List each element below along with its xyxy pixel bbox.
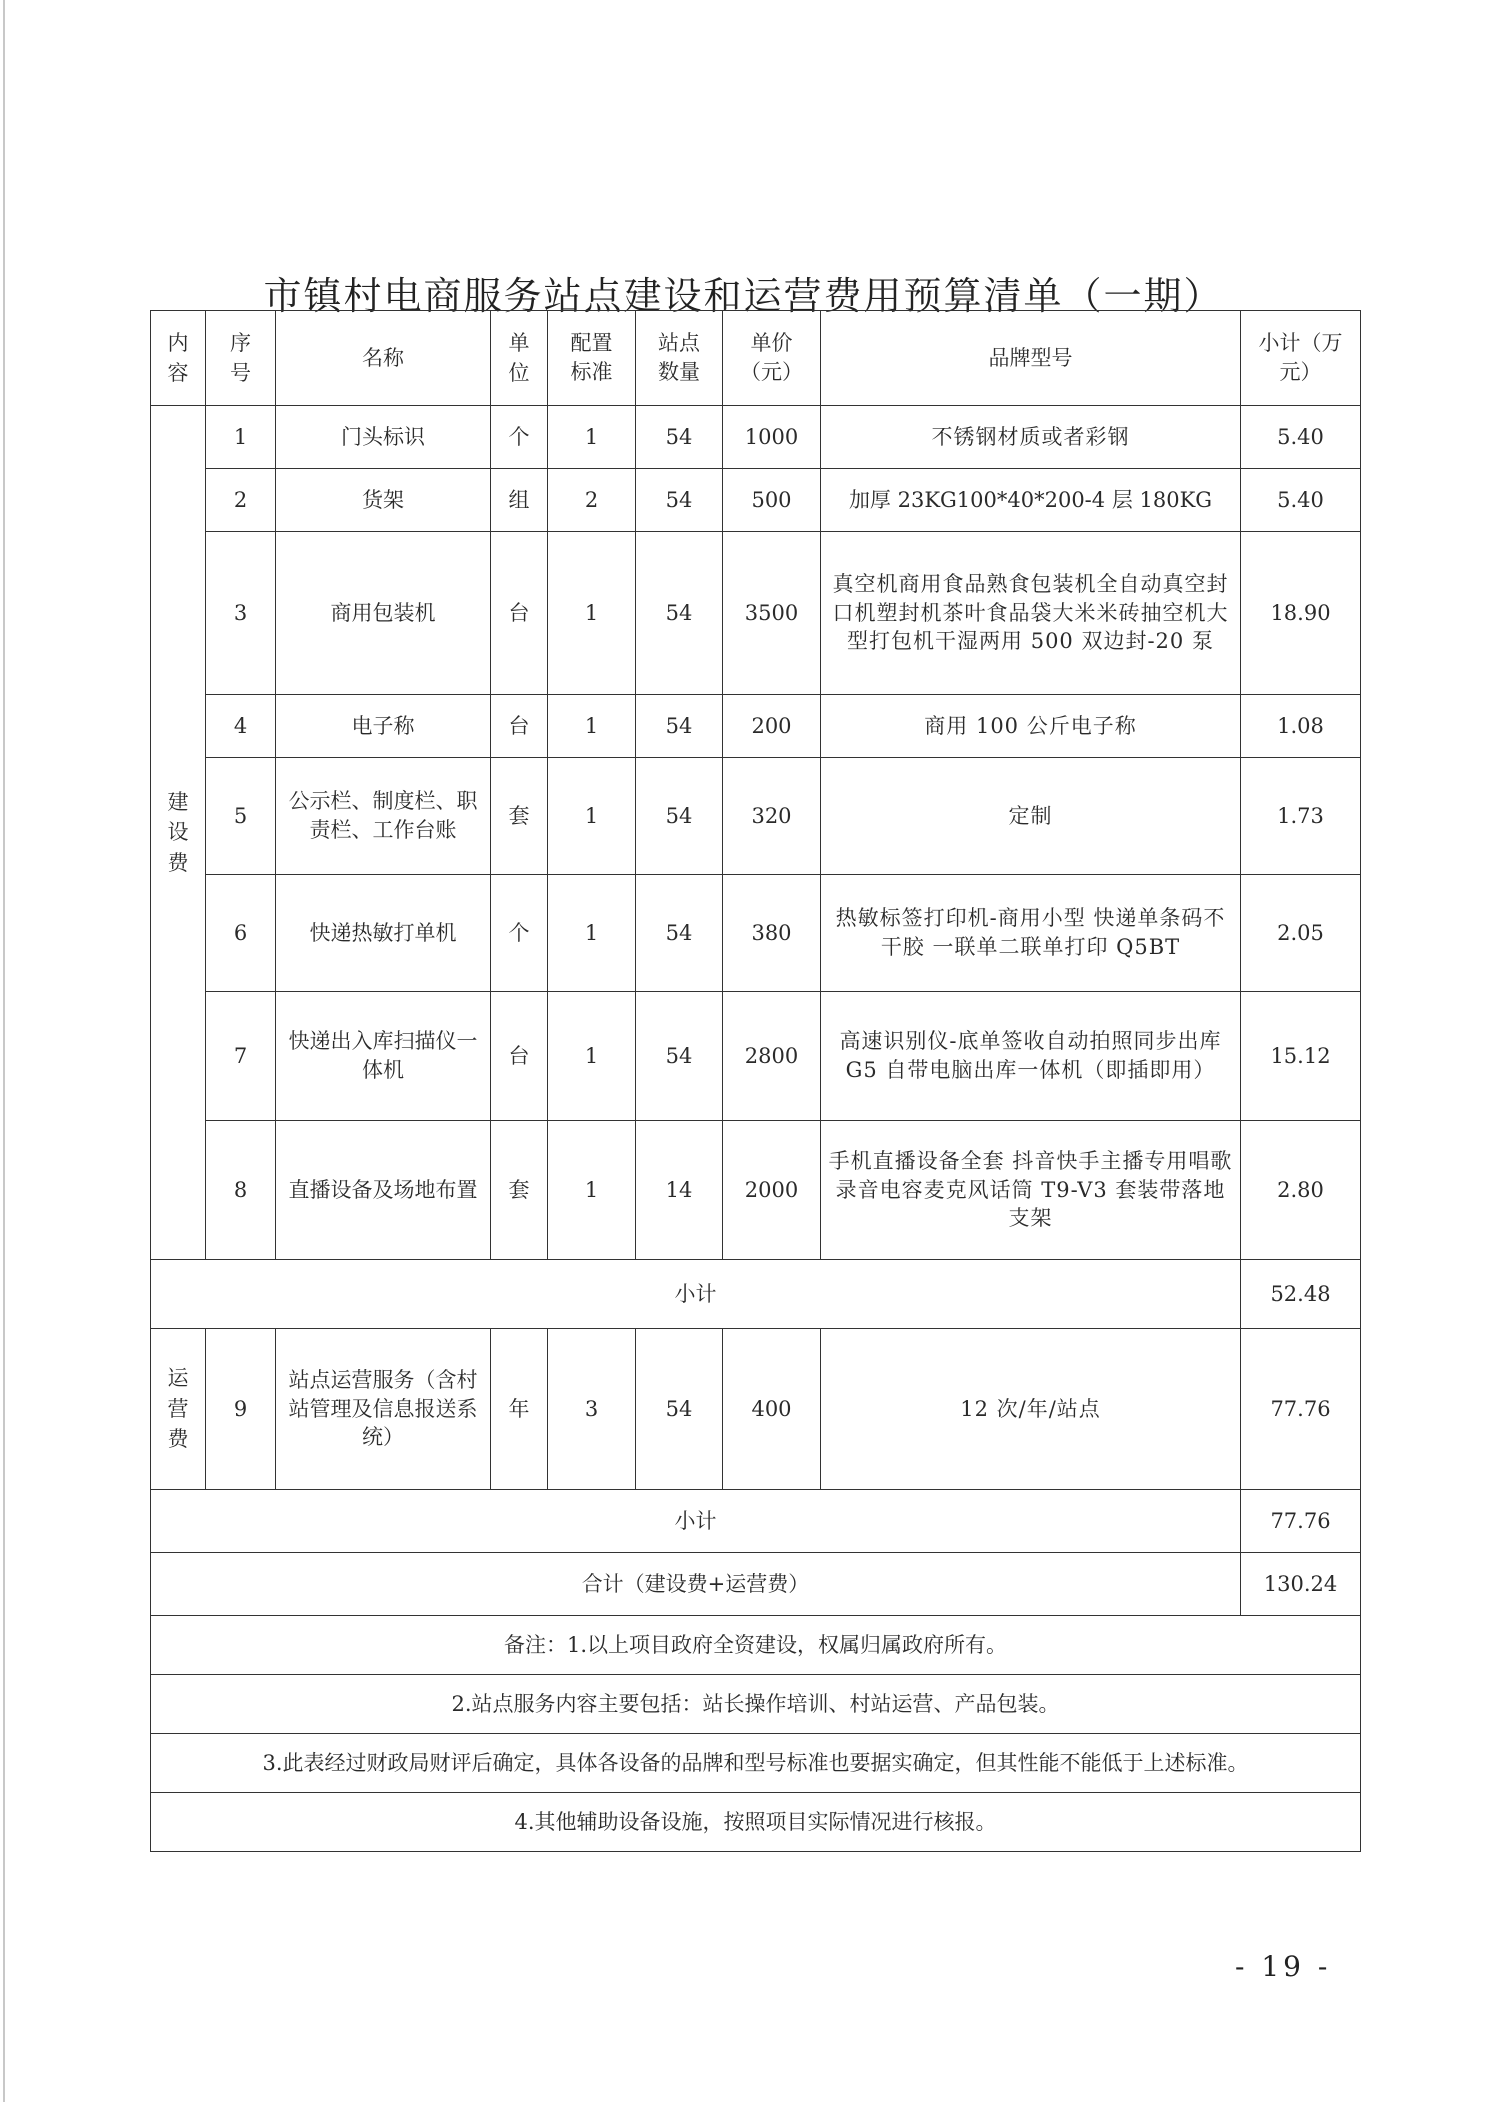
table-row — [151, 406, 1361, 469]
cell-config: 3 — [548, 1329, 636, 1490]
table-row — [151, 1329, 1361, 1490]
cell-seq: 5 — [206, 758, 276, 875]
cell-brand: 热敏标签打印机-商用小型 快递单条码不干胶 一联单二联单打印 Q5BT — [821, 875, 1241, 992]
table-row — [151, 875, 1361, 992]
header-unit: 单位 — [491, 311, 548, 406]
cell-unit: 台 — [491, 992, 548, 1121]
cell-sites: 54 — [636, 758, 723, 875]
cell-config: 2 — [548, 469, 636, 532]
note-1: 备注：1.以上项目政府全资建设，权属归属政府所有。 — [151, 1616, 1361, 1675]
cell-unit: 个 — [491, 875, 548, 992]
table-row — [151, 695, 1361, 758]
cell-price: 380 — [723, 875, 821, 992]
cell-price: 320 — [723, 758, 821, 875]
cell-name: 商用包装机 — [276, 532, 491, 695]
cell-sites: 54 — [636, 992, 723, 1121]
cell-unit: 台 — [491, 695, 548, 758]
page-title: 市镇村电商服务站点建设和运营费用预算清单（一期） — [263, 274, 1224, 319]
grand-total-value: 130.24 — [1241, 1553, 1361, 1616]
cell-brand: 高速识别仪-底单签收自动拍照同步出库 G5 自带电脑出库一体机（即插即用） — [821, 992, 1241, 1121]
cell-brand: 加厚 23KG100*40*200-4 层 180KG — [821, 469, 1241, 532]
table-row — [151, 758, 1361, 875]
cell-unit: 年 — [491, 1329, 548, 1490]
cell-brand: 真空机商用食品熟食包装机全自动真空封口机塑封机茶叶食品袋大米米砖抽空机大型打包机干湿两用 500 双边封-20 泵 — [821, 532, 1241, 695]
cell-seq: 6 — [206, 875, 276, 992]
cell-name: 门头标识 — [276, 406, 491, 469]
operation-subtotal-label: 小计 — [151, 1490, 1241, 1553]
note-row — [151, 1734, 1361, 1793]
cell-subtotal: 1.08 — [1241, 695, 1361, 758]
header-row — [151, 311, 1361, 406]
cell-config: 1 — [548, 992, 636, 1121]
cell-sites: 54 — [636, 532, 723, 695]
note-3: 3.此表经过财政局财评后确定，具体各设备的品牌和型号标准也要据实确定，但其性能不能低于上述标准。 — [151, 1734, 1361, 1793]
note-row — [151, 1675, 1361, 1734]
note-2: 2.站点服务内容主要包括：站长操作培训、村站运营、产品包装。 — [151, 1675, 1361, 1734]
cell-brand: 手机直播设备全套 抖音快手主播专用唱歌录音电容麦克风话筒 T9-V3 套装带落地支架 — [821, 1121, 1241, 1260]
cell-name: 公示栏、制度栏、职责栏、工作台账 — [276, 758, 491, 875]
cell-unit: 套 — [491, 1121, 548, 1260]
cell-unit: 套 — [491, 758, 548, 875]
grand-total-label: 合计（建设费+运营费） — [151, 1553, 1241, 1616]
cell-price: 400 — [723, 1329, 821, 1490]
cell-subtotal: 5.40 — [1241, 406, 1361, 469]
cell-subtotal: 77.76 — [1241, 1329, 1361, 1490]
cell-name: 快递出入库扫描仪一体机 — [276, 992, 491, 1121]
cell-unit: 台 — [491, 532, 548, 695]
cell-sites: 54 — [636, 695, 723, 758]
header-seq: 序号 — [206, 311, 276, 406]
table-row — [151, 992, 1361, 1121]
cell-brand: 定制 — [821, 758, 1241, 875]
cell-config: 1 — [548, 1121, 636, 1260]
table-row — [151, 532, 1361, 695]
cell-price: 500 — [723, 469, 821, 532]
cell-unit: 个 — [491, 406, 548, 469]
cell-price: 2800 — [723, 992, 821, 1121]
cell-subtotal: 2.05 — [1241, 875, 1361, 992]
cell-subtotal: 5.40 — [1241, 469, 1361, 532]
cell-name: 快递热敏打单机 — [276, 875, 491, 992]
cell-config: 1 — [548, 532, 636, 695]
cell-price: 1000 — [723, 406, 821, 469]
budget-table — [150, 310, 1361, 1852]
header-category: 内容 — [151, 311, 206, 406]
cell-seq: 1 — [206, 406, 276, 469]
table-row — [151, 1121, 1361, 1260]
cell-brand: 不锈钢材质或者彩钢 — [821, 406, 1241, 469]
construction-subtotal-label: 小计 — [151, 1260, 1241, 1329]
note-4: 4.其他辅助设备设施，按照项目实际情况进行核报。 — [151, 1793, 1361, 1852]
header-sites: 站点数量 — [636, 311, 723, 406]
cell-price: 2000 — [723, 1121, 821, 1260]
header-subtotal: 小计（万元） — [1241, 311, 1361, 406]
note-row — [151, 1616, 1361, 1675]
header-price: 单价（元） — [723, 311, 821, 406]
page-number: - 19 - — [1235, 1950, 1332, 1983]
cell-seq: 3 — [206, 532, 276, 695]
cell-subtotal: 15.12 — [1241, 992, 1361, 1121]
cell-config: 1 — [548, 695, 636, 758]
cell-config: 1 — [548, 875, 636, 992]
header-name: 名称 — [276, 311, 491, 406]
header-brand: 品牌型号 — [821, 311, 1241, 406]
cell-sites: 14 — [636, 1121, 723, 1260]
cell-brand: 商用 100 公斤电子称 — [821, 695, 1241, 758]
cell-seq: 9 — [206, 1329, 276, 1490]
cell-sites: 54 — [636, 406, 723, 469]
category-operation: 运营费 — [151, 1329, 206, 1490]
cell-subtotal: 1.73 — [1241, 758, 1361, 875]
cell-name: 直播设备及场地布置 — [276, 1121, 491, 1260]
cell-subtotal: 2.80 — [1241, 1121, 1361, 1260]
cell-config: 1 — [548, 406, 636, 469]
cell-seq: 2 — [206, 469, 276, 532]
table-row — [151, 469, 1361, 532]
category-construction: 建设费 — [151, 406, 206, 1260]
cell-subtotal: 18.90 — [1241, 532, 1361, 695]
operation-subtotal-row — [151, 1490, 1361, 1553]
cell-seq: 4 — [206, 695, 276, 758]
cell-sites: 54 — [636, 1329, 723, 1490]
cell-seq: 7 — [206, 992, 276, 1121]
grand-total-row — [151, 1553, 1361, 1616]
note-row — [151, 1793, 1361, 1852]
cell-unit: 组 — [491, 469, 548, 532]
construction-subtotal-value: 52.48 — [1241, 1260, 1361, 1329]
cell-name: 电子称 — [276, 695, 491, 758]
cell-price: 3500 — [723, 532, 821, 695]
cell-sites: 54 — [636, 875, 723, 992]
cell-sites: 54 — [636, 469, 723, 532]
header-config: 配置标准 — [548, 311, 636, 406]
cell-seq: 8 — [206, 1121, 276, 1260]
cell-name: 站点运营服务（含村站管理及信息报送系统） — [276, 1329, 491, 1490]
operation-subtotal-value: 77.76 — [1241, 1490, 1361, 1553]
cell-price: 200 — [723, 695, 821, 758]
cell-name: 货架 — [276, 469, 491, 532]
cell-brand: 12 次/年/站点 — [821, 1329, 1241, 1490]
cell-config: 1 — [548, 758, 636, 875]
construction-subtotal-row — [151, 1260, 1361, 1329]
